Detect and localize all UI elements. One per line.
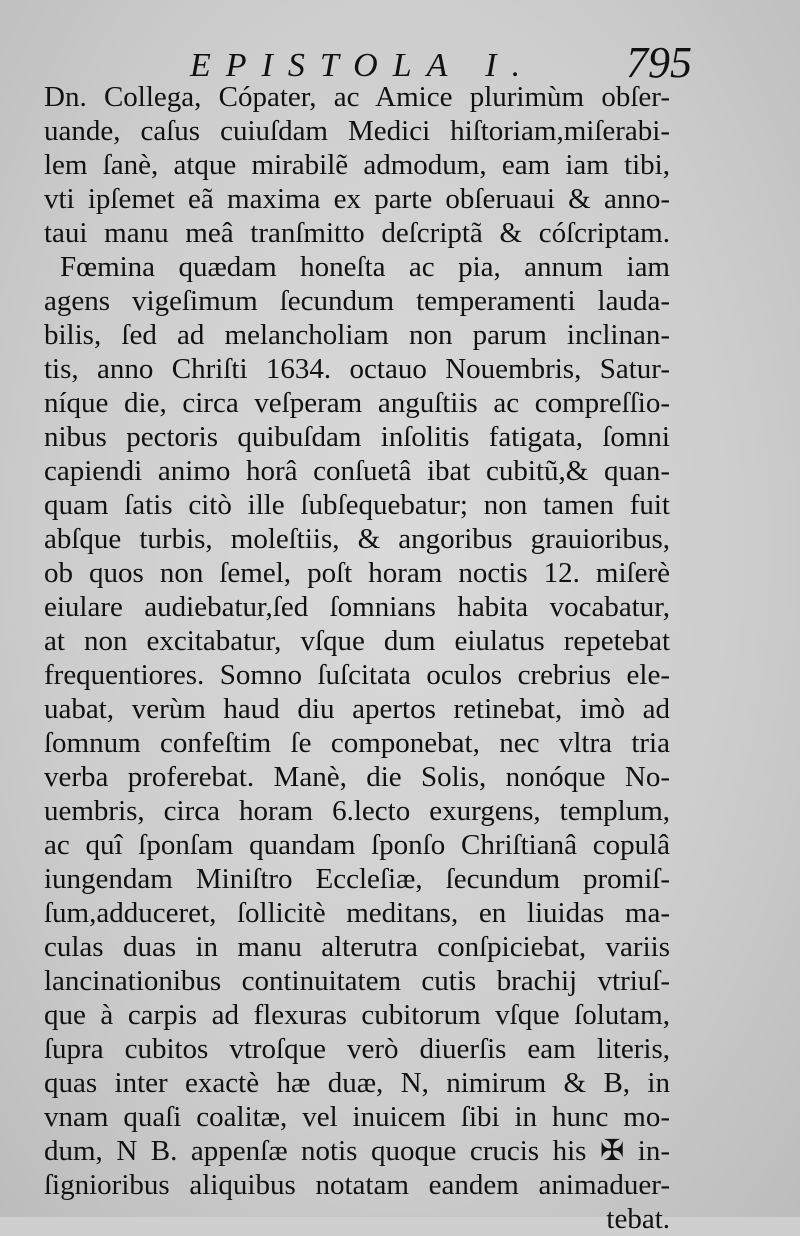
text-line: Fœmina quædam honeſta ac pia, annum iam xyxy=(60,251,670,283)
text-line: bilis, ſed ad melancholiam non parum inclinan- xyxy=(44,319,670,351)
text-line: culas duas in manu alterutra conſpiciebat, variis xyxy=(44,931,670,963)
text-line: uande, caſus cuiuſdam Medici hiſtoriam,miſerabi- xyxy=(44,115,670,147)
body-text xyxy=(44,80,670,1236)
text-line: frequentiores. Somno ſuſcitata oculos crebrius ele- xyxy=(44,659,670,691)
text-line: at non excitabatur, vſque dum eiulatus repetebat xyxy=(44,625,670,657)
text-line: dum, N B. appenſæ notis quoque crucis his ✠ in- xyxy=(44,1135,670,1167)
text-line: eiulare audiebatur,ſed ſomnians habita vocabatur, xyxy=(44,591,670,623)
text-line: taui manu meâ tranſmitto deſcriptã & cóſcriptam. xyxy=(44,217,670,249)
text-line: verba proferebat. Manè, die Solis, nonóque No- xyxy=(44,761,670,793)
text-line: uabat, verùm haud diu apertos retinebat, imò ad xyxy=(44,693,670,725)
text-line: ob quos non ſemel, poſt horam noctis 12. miſerè xyxy=(44,557,670,589)
text-line: ac quî ſponſam quandam ſponſo Chriſtianâ copulâ xyxy=(44,829,670,861)
text-line: ſupra cubitos vtroſque verò diuerſis eam literis, xyxy=(44,1033,670,1065)
text-line: agens vigeſimum ſecundum temperamenti lauda- xyxy=(44,285,670,317)
text-line: lem ſanè, atque mirabilẽ admodum, eam iam tibi, xyxy=(44,149,670,181)
text-line: quas inter exactè hæ duæ, N, nimirum & B, in xyxy=(44,1067,670,1099)
text-line: quam ſatis citò ille ſubſequebatur; non tamen fuit xyxy=(44,489,670,521)
text-line: vti ipſemet eã maxima ex parte obſeruaui & anno- xyxy=(44,183,670,215)
text-line: ſomnum confeſtim ſe componebat, nec vltra tria xyxy=(44,727,670,759)
text-line: ſignioribus aliquibus notatam eandem animaduer- xyxy=(44,1169,670,1201)
text-line: Dn. Collega, Cópater, ac Amice plurimùm obſer- xyxy=(44,81,670,113)
text-line: capiendi animo horâ conſuetâ ibat cubitũ,& quan- xyxy=(44,455,670,487)
page-number: 795 xyxy=(626,38,692,87)
text-line: vnam quaſi coalitæ, vel inuicem ſibi in hunc mo- xyxy=(44,1101,670,1133)
text-line: lancinationibus continuitatem cutis brachij vtriuſ- xyxy=(44,965,670,997)
text-line: que à carpis ad flexuras cubitorum vſque ſolutam, xyxy=(44,999,670,1031)
text-line: nibus pectoris quibuſdam inſolitis fatigata, ſomni xyxy=(44,421,670,453)
text-line: uembris, circa horam 6.lecto exurgens, templum, xyxy=(44,795,670,827)
running-title: EPISTOLA I. xyxy=(190,47,536,84)
text-line: iungendam Miniſtro Eccleſiæ, ſecundum promiſ- xyxy=(44,863,670,895)
text-line-catchword: tebat. xyxy=(606,1203,670,1235)
text-line: abſque turbis, moleſtiis, & angoribus grauioribus, xyxy=(44,523,670,555)
text-line: níque die, circa veſperam anguſtiis ac compreſſio- xyxy=(44,387,670,419)
text-line: tis, anno Chriſti 1634. octauo Nouembris, Satur- xyxy=(44,353,670,385)
text-line: ſum,adduceret, ſollicitè meditans, en liuidas ma- xyxy=(44,897,670,929)
